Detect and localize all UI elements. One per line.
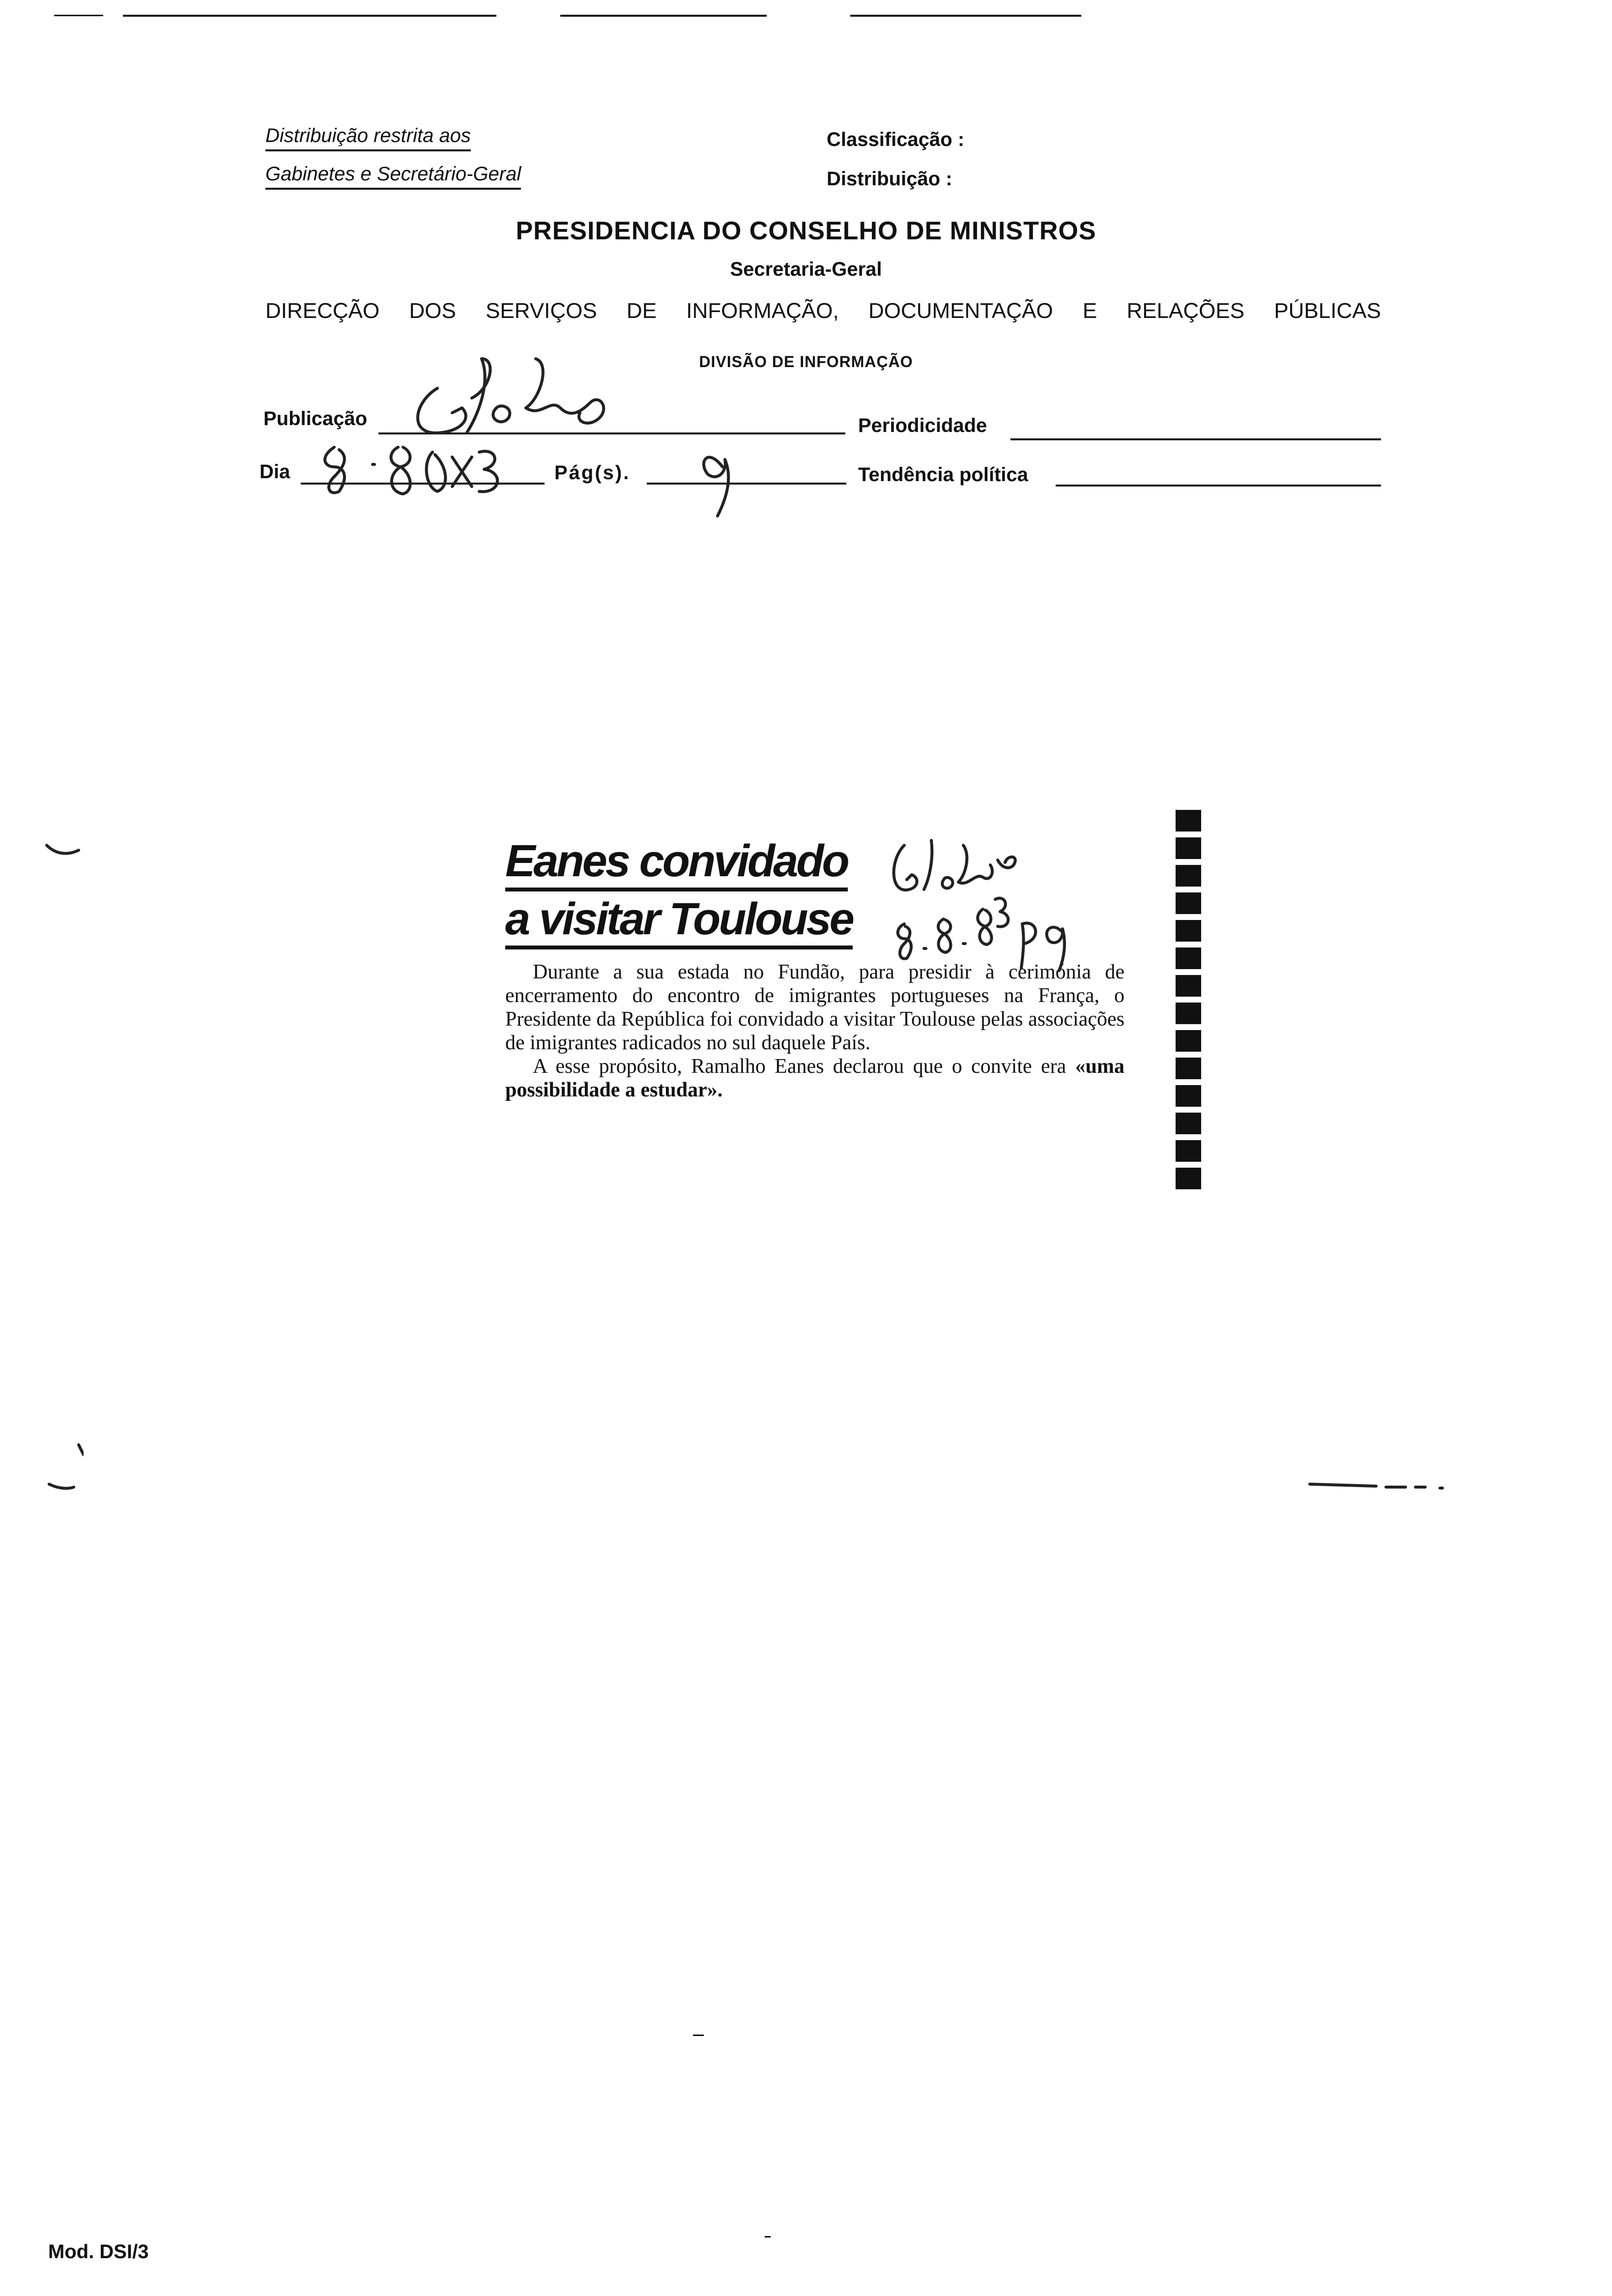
restricted-distribution bbox=[265, 124, 521, 190]
tendencia-label: Tendência política bbox=[858, 464, 1028, 486]
scan-edge-line bbox=[54, 15, 103, 16]
scan-marker-block bbox=[1176, 1168, 1201, 1189]
article-paragraph-1: Durante a sua estada no Fundão, para presidir à cerimónia de encerramento do encontro de imigrantes portugueses na França, o Presidente da República foi convidado a visitar Toulouse pelas associações de imigrantes radicados no sul daquele País. bbox=[505, 961, 1124, 1054]
direccao-word: PÚBLICAS bbox=[1274, 299, 1381, 323]
scan-marker-block bbox=[1176, 837, 1201, 859]
scan-marker-block bbox=[1176, 810, 1201, 832]
article-quote: «uma possibilidade a estudar». bbox=[505, 1055, 1125, 1101]
publicacao-label: Publicação bbox=[263, 408, 368, 430]
tendencia-field-line bbox=[1056, 485, 1381, 487]
scan-marker-block bbox=[1176, 1058, 1201, 1079]
divisao-title: DIVISÃO DE INFORMAÇÃO bbox=[699, 353, 913, 371]
direccao-word: INFORMAÇÃO, bbox=[686, 299, 839, 323]
periodicidade-label: Periodicidade bbox=[858, 415, 987, 436]
restricted-line-2: Gabinetes e Secretário-Geral bbox=[265, 162, 521, 190]
handwritten-publication bbox=[403, 344, 619, 442]
secretaria-title: Secretaria-Geral bbox=[730, 258, 882, 280]
scan-marker-block bbox=[1176, 892, 1201, 914]
scan-speck bbox=[765, 2236, 771, 2238]
scan-marker-block bbox=[1176, 865, 1201, 887]
scan-marker-column bbox=[1176, 810, 1201, 1195]
scan-marker-block bbox=[1176, 1140, 1201, 1162]
margin-mark bbox=[44, 1435, 84, 1494]
dia-label: Dia bbox=[259, 461, 290, 483]
scan-marker-block bbox=[1176, 1085, 1201, 1107]
periodicidade-field-line bbox=[1010, 438, 1381, 440]
handwritten-margin-note bbox=[885, 826, 1101, 973]
margin-mark bbox=[1307, 1474, 1450, 1494]
margin-mark bbox=[44, 840, 84, 860]
distribuicao-label: Distribuição : bbox=[827, 168, 952, 190]
form-code: Mod. DSI/3 bbox=[48, 2241, 149, 2263]
direccao-word: RELAÇÕES bbox=[1126, 299, 1245, 323]
direccao-word: DE bbox=[626, 299, 657, 323]
scan-marker-block bbox=[1176, 1003, 1201, 1024]
scan-marker-block bbox=[1176, 1113, 1201, 1134]
headline-line-2: a visitar Toulouse bbox=[505, 893, 853, 949]
direccao-word: E bbox=[1082, 299, 1097, 323]
scan-edge-line bbox=[560, 15, 767, 17]
direccao-word: DIRECÇÃO bbox=[265, 299, 380, 323]
direccao-title bbox=[265, 299, 1381, 323]
article-body bbox=[505, 960, 1124, 1102]
scan-edge-line bbox=[123, 15, 496, 17]
handwritten-date bbox=[315, 437, 521, 501]
article-paragraph-2 bbox=[505, 1055, 1124, 1102]
handwritten-page bbox=[688, 432, 757, 521]
classificacao-label: Classificação : bbox=[827, 129, 965, 150]
scan-speck bbox=[693, 2035, 704, 2036]
direccao-word: DOS bbox=[409, 299, 456, 323]
scan-marker-block bbox=[1176, 947, 1201, 969]
scan-edge-line bbox=[850, 15, 1081, 17]
scan-marker-block bbox=[1176, 975, 1201, 997]
article-paragraph-2-text: A esse propósito, Ramalho Eanes declarou que o convite era bbox=[533, 1055, 1066, 1078]
presidency-title: PRESIDENCIA DO CONSELHO DE MINISTROS bbox=[516, 217, 1096, 245]
scan-marker-block bbox=[1176, 920, 1201, 942]
headline-line-1: Eanes convidado bbox=[505, 835, 848, 891]
pags-label: Pág(s). bbox=[554, 462, 631, 484]
restricted-line-1: Distribuição restrita aos bbox=[265, 124, 471, 151]
scan-marker-block bbox=[1176, 1030, 1201, 1052]
direccao-word: SERVIÇOS bbox=[486, 299, 597, 323]
direccao-word: DOCUMENTAÇÃO bbox=[868, 299, 1053, 323]
